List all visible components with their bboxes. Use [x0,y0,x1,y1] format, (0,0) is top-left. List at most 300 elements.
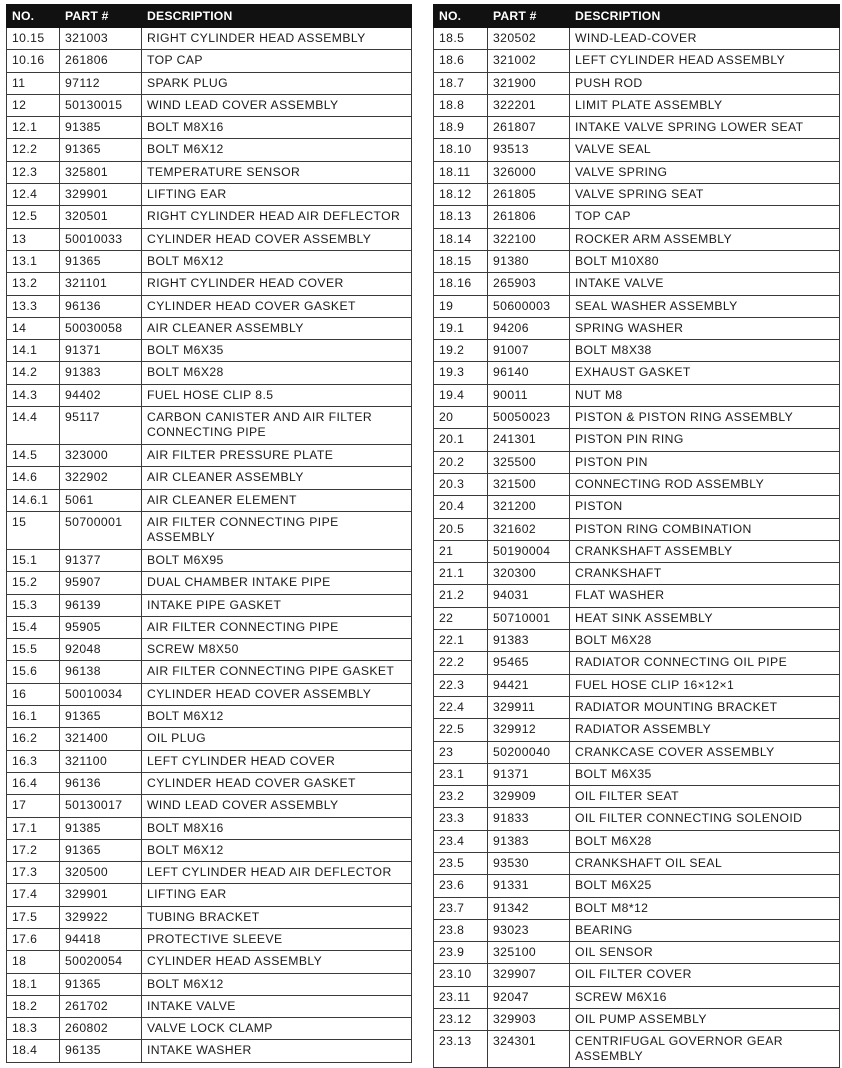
cell-description: BOLT M6X12 [142,839,412,861]
cell-description: VALVE SEAL [570,139,840,161]
table-row [434,786,840,808]
cell-no: 23.6 [434,875,488,897]
table-row [7,467,412,489]
cell-description: BOLT M10X80 [570,250,840,272]
header-part-number: PART # [488,5,570,28]
cell-no: 23.4 [434,830,488,852]
cell-part-number: 91385 [60,817,142,839]
table-row [7,973,412,995]
cell-no: 12.1 [7,117,60,139]
cell-description: BOLT M6X28 [570,630,840,652]
cell-no: 21.1 [434,563,488,585]
cell-no: 22.1 [434,630,488,652]
table-row [434,563,840,585]
cell-part-number: 241301 [488,429,570,451]
cell-no: 14.3 [7,384,60,406]
cell-description: CRANKSHAFT [570,563,840,585]
cell-no: 22.4 [434,696,488,718]
cell-description: VALVE LOCK CLAMP [142,1018,412,1040]
cell-no: 18.15 [434,250,488,272]
cell-no: 18.9 [434,117,488,139]
cell-no: 17.4 [7,884,60,906]
cell-no: 19.4 [434,384,488,406]
cell-no: 14.5 [7,445,60,467]
cell-description: PUSH ROD [570,72,840,94]
cell-description: CARBON CANISTER AND AIR FILTER CONNECTING PIPE [142,407,412,445]
cell-description: PISTON PIN RING [570,429,840,451]
table-row [434,496,840,518]
table-row [7,317,412,339]
cell-no: 18.10 [434,139,488,161]
cell-part-number: 94418 [60,928,142,950]
table-row [7,1040,412,1062]
cell-description: OIL PUMP ASSEMBLY [570,1009,840,1031]
cell-part-number: 91342 [488,897,570,919]
cell-part-number: 93530 [488,852,570,874]
cell-no: 12.5 [7,206,60,228]
cell-part-number: 96136 [60,295,142,317]
cell-no: 12.4 [7,184,60,206]
cell-no: 23.9 [434,942,488,964]
cell-no: 22.3 [434,674,488,696]
cell-part-number: 329912 [488,719,570,741]
table-row [434,696,840,718]
cell-description: AIR CLEANER ELEMENT [142,489,412,511]
table-row [434,228,840,250]
cell-part-number: 325801 [60,161,142,183]
cell-description: INTAKE PIPE GASKET [142,594,412,616]
cell-no: 16.4 [7,772,60,794]
table-row [7,862,412,884]
cell-part-number: 50010034 [60,683,142,705]
cell-no: 13 [7,228,60,250]
cell-description: SCREW M6X16 [570,986,840,1008]
cell-no: 18.1 [7,973,60,995]
cell-no: 18.2 [7,995,60,1017]
cell-no: 14.6 [7,467,60,489]
cell-part-number: 320300 [488,563,570,585]
cell-no: 18.11 [434,161,488,183]
cell-description: TOP CAP [142,50,412,72]
cell-no: 15.6 [7,661,60,683]
cell-no: 18.4 [7,1040,60,1062]
cell-part-number: 325100 [488,942,570,964]
cell-description: BOLT M8X38 [570,340,840,362]
cell-part-number: 321100 [60,750,142,772]
table-row [7,139,412,161]
cell-description: OIL PLUG [142,728,412,750]
cell-part-number: 329903 [488,1009,570,1031]
cell-part-number: 261807 [488,117,570,139]
cell-no: 18.6 [434,50,488,72]
table-row [7,161,412,183]
cell-part-number: 329911 [488,696,570,718]
cell-no: 20.1 [434,429,488,451]
cell-part-number: 322201 [488,94,570,116]
table-row [434,362,840,384]
cell-part-number: 260802 [60,1018,142,1040]
table-row [7,928,412,950]
cell-description: WIND LEAD COVER ASSEMBLY [142,795,412,817]
cell-part-number: 91385 [60,117,142,139]
table-row [434,540,840,562]
cell-description: AIR CLEANER ASSEMBLY [142,467,412,489]
cell-description: SPRING WASHER [570,317,840,339]
table-row [434,986,840,1008]
cell-no: 18.3 [7,1018,60,1040]
cell-part-number: 50050023 [488,407,570,429]
table-row [434,897,840,919]
cell-description: CRANKCASE COVER ASSEMBLY [570,741,840,763]
cell-no: 13.3 [7,295,60,317]
table-row [7,184,412,206]
table-row [7,661,412,683]
cell-part-number: 95117 [60,407,142,445]
table-row [434,206,840,228]
header-no: NO. [7,5,60,28]
cell-part-number: 261806 [60,50,142,72]
cell-part-number: 50020054 [60,951,142,973]
cell-description: FUEL HOSE CLIP 16×12×1 [570,674,840,696]
cell-description: BOLT M6X12 [142,139,412,161]
cell-part-number: 91377 [60,549,142,571]
cell-part-number: 94402 [60,384,142,406]
cell-description: AIR CLEANER ASSEMBLY [142,317,412,339]
table-row [7,384,412,406]
cell-part-number: 94031 [488,585,570,607]
cell-no: 19.3 [434,362,488,384]
cell-description: AIR FILTER CONNECTING PIPE ASSEMBLY [142,511,412,549]
table-row [7,362,412,384]
table-row [7,273,412,295]
cell-description: BEARING [570,919,840,941]
table-row [434,50,840,72]
cell-description: VALVE SPRING SEAT [570,184,840,206]
cell-part-number: 50010033 [60,228,142,250]
cell-part-number: 91380 [488,250,570,272]
cell-part-number: 94421 [488,674,570,696]
cell-description: BOLT M6X95 [142,549,412,571]
cell-no: 20 [434,407,488,429]
table-row [7,72,412,94]
cell-description: FUEL HOSE CLIP 8.5 [142,384,412,406]
table-row [7,228,412,250]
cell-part-number: 324301 [488,1031,570,1068]
cell-part-number: 329909 [488,786,570,808]
cell-no: 21 [434,540,488,562]
table-row [434,875,840,897]
header-description: DESCRIPTION [142,5,412,28]
cell-no: 15 [7,511,60,549]
cell-no: 18.7 [434,72,488,94]
cell-description: RIGHT CYLINDER HEAD COVER [142,273,412,295]
table-row [7,951,412,973]
cell-part-number: 321500 [488,473,570,495]
table-row [7,489,412,511]
table-row [7,50,412,72]
cell-description: PISTON & PISTON RING ASSEMBLY [570,407,840,429]
cell-description: CYLINDER HEAD COVER ASSEMBLY [142,683,412,705]
cell-no: 13.2 [7,273,60,295]
cell-part-number: 50710001 [488,607,570,629]
cell-part-number: 320502 [488,28,570,50]
table-row [434,94,840,116]
table-row [7,772,412,794]
cell-part-number: 91365 [60,706,142,728]
cell-part-number: 322902 [60,467,142,489]
cell-description: CYLINDER HEAD COVER ASSEMBLY [142,228,412,250]
table-row [7,445,412,467]
cell-description: HEAT SINK ASSEMBLY [570,607,840,629]
table-row [7,616,412,638]
cell-no: 19.1 [434,317,488,339]
cell-no: 23 [434,741,488,763]
cell-no: 23.12 [434,1009,488,1031]
cell-description: SPARK PLUG [142,72,412,94]
cell-part-number: 91833 [488,808,570,830]
cell-no: 16.1 [7,706,60,728]
cell-description: AIR FILTER CONNECTING PIPE GASKET [142,661,412,683]
cell-description: ROCKER ARM ASSEMBLY [570,228,840,250]
cell-description: VALVE SPRING [570,161,840,183]
cell-part-number: 95905 [60,616,142,638]
cell-no: 23.13 [434,1031,488,1068]
table-row [434,451,840,473]
cell-part-number: 321602 [488,518,570,540]
cell-description: BOLT M6X35 [142,340,412,362]
table-row [7,750,412,772]
cell-part-number: 96135 [60,1040,142,1062]
cell-no: 20.3 [434,473,488,495]
table-row [7,94,412,116]
cell-description: RIGHT CYLINDER HEAD AIR DEFLECTOR [142,206,412,228]
cell-no: 23.5 [434,852,488,874]
cell-part-number: 329901 [60,884,142,906]
cell-description: CYLINDER HEAD ASSEMBLY [142,951,412,973]
header-description: DESCRIPTION [570,5,840,28]
cell-part-number: 321002 [488,50,570,72]
cell-description: LIMIT PLATE ASSEMBLY [570,94,840,116]
table-row [434,652,840,674]
cell-description: TOP CAP [570,206,840,228]
cell-no: 12.3 [7,161,60,183]
cell-description: WIND-LEAD-COVER [570,28,840,50]
table-row [7,572,412,594]
table-row [434,964,840,986]
cell-no: 15.1 [7,549,60,571]
table-row [7,594,412,616]
table-row [434,250,840,272]
cell-description: BOLT M6X28 [570,830,840,852]
cell-no: 23.8 [434,919,488,941]
cell-description: PISTON [570,496,840,518]
table-row [7,706,412,728]
cell-part-number: 96138 [60,661,142,683]
cell-description: INTAKE VALVE [570,273,840,295]
table-row [434,1009,840,1031]
table-row [7,206,412,228]
cell-description: BOLT M6X25 [570,875,840,897]
cell-no: 20.5 [434,518,488,540]
table-row [434,852,840,874]
table-row [434,630,840,652]
cell-part-number: 325500 [488,451,570,473]
cell-description: CRANKSHAFT OIL SEAL [570,852,840,874]
cell-description: OIL SENSOR [570,942,840,964]
cell-part-number: 261805 [488,184,570,206]
table-row [434,808,840,830]
cell-no: 23.3 [434,808,488,830]
cell-no: 18 [7,951,60,973]
table-row [434,139,840,161]
table-header-row [7,5,412,28]
table-row [434,72,840,94]
cell-part-number: 91331 [488,875,570,897]
table-row [434,741,840,763]
cell-no: 20.4 [434,496,488,518]
cell-part-number: 96136 [60,772,142,794]
cell-no: 23.1 [434,763,488,785]
cell-description: LEFT CYLINDER HEAD COVER [142,750,412,772]
cell-description: CYLINDER HEAD COVER GASKET [142,772,412,794]
header-part-number: PART # [60,5,142,28]
cell-part-number: 50700001 [60,511,142,549]
cell-description: CONNECTING ROD ASSEMBLY [570,473,840,495]
cell-part-number: 92048 [60,639,142,661]
table-row [434,719,840,741]
cell-description: RIGHT CYLINDER HEAD ASSEMBLY [142,28,412,50]
cell-part-number: 91365 [60,839,142,861]
header-no: NO. [434,5,488,28]
cell-no: 12 [7,94,60,116]
cell-part-number: 94206 [488,317,570,339]
cell-no: 17 [7,795,60,817]
cell-part-number: 91383 [488,830,570,852]
cell-no: 11 [7,72,60,94]
cell-part-number: 321101 [60,273,142,295]
cell-part-number: 91383 [60,362,142,384]
cell-no: 17.5 [7,906,60,928]
cell-part-number: 93513 [488,139,570,161]
cell-part-number: 95465 [488,652,570,674]
cell-description: OIL FILTER CONNECTING SOLENOID [570,808,840,830]
cell-no: 23.7 [434,897,488,919]
cell-description: PISTON PIN [570,451,840,473]
table-row [7,639,412,661]
table-row [7,549,412,571]
cell-no: 18.8 [434,94,488,116]
cell-description: CENTRIFUGAL GOVERNOR GEAR ASSEMBLY [570,1031,840,1068]
table-row [7,817,412,839]
table-row [434,273,840,295]
table-row [7,28,412,50]
cell-no: 19.2 [434,340,488,362]
cell-description: CYLINDER HEAD COVER GASKET [142,295,412,317]
cell-part-number: 91007 [488,340,570,362]
table-row [434,384,840,406]
table-row [434,585,840,607]
cell-description: BOLT M6X12 [142,706,412,728]
cell-description: SCREW M8X50 [142,639,412,661]
table-row [434,518,840,540]
table-row [434,1031,840,1068]
cell-no: 19 [434,295,488,317]
cell-no: 10.16 [7,50,60,72]
cell-no: 16.2 [7,728,60,750]
cell-part-number: 91365 [60,250,142,272]
cell-part-number: 265903 [488,273,570,295]
cell-no: 17.2 [7,839,60,861]
cell-description: BOLT M6X28 [142,362,412,384]
cell-description: LEFT CYLINDER HEAD ASSEMBLY [570,50,840,72]
cell-no: 14 [7,317,60,339]
cell-description: FLAT WASHER [570,585,840,607]
cell-no: 12.2 [7,139,60,161]
cell-no: 18.16 [434,273,488,295]
cell-part-number: 97112 [60,72,142,94]
table-row [434,117,840,139]
cell-no: 10.15 [7,28,60,50]
table-row [434,340,840,362]
table-row [434,161,840,183]
cell-no: 17.6 [7,928,60,950]
cell-no: 15.3 [7,594,60,616]
table-row [434,473,840,495]
cell-description: TEMPERATURE SENSOR [142,161,412,183]
cell-part-number: 91365 [60,973,142,995]
cell-part-number: 261702 [60,995,142,1017]
cell-description: WIND LEAD COVER ASSEMBLY [142,94,412,116]
cell-description: OIL FILTER SEAT [570,786,840,808]
cell-part-number: 326000 [488,161,570,183]
cell-part-number: 90011 [488,384,570,406]
cell-part-number: 93023 [488,919,570,941]
cell-no: 18.13 [434,206,488,228]
cell-part-number: 321900 [488,72,570,94]
cell-no: 15.2 [7,572,60,594]
cell-no: 16 [7,683,60,705]
cell-no: 23.11 [434,986,488,1008]
table-row [7,884,412,906]
parts-table-left [6,4,412,1063]
cell-part-number: 322100 [488,228,570,250]
table-row [434,295,840,317]
table-row [7,295,412,317]
table-row [434,407,840,429]
table-row [434,317,840,339]
cell-part-number: 329922 [60,906,142,928]
cell-description: EXHAUST GASKET [570,362,840,384]
table-header-row [434,5,840,28]
table-row [7,839,412,861]
cell-description: AIR FILTER CONNECTING PIPE [142,616,412,638]
cell-no: 22 [434,607,488,629]
table-row [434,184,840,206]
cell-no: 22.2 [434,652,488,674]
cell-no: 18.14 [434,228,488,250]
table-row [7,995,412,1017]
cell-part-number: 96139 [60,594,142,616]
cell-part-number: 261806 [488,206,570,228]
cell-description: BOLT M6X12 [142,250,412,272]
cell-description: PISTON RING COMBINATION [570,518,840,540]
cell-no: 21.2 [434,585,488,607]
cell-part-number: 320500 [60,862,142,884]
cell-no: 17.1 [7,817,60,839]
table-row [7,795,412,817]
cell-description: DUAL CHAMBER INTAKE PIPE [142,572,412,594]
cell-description: AIR FILTER PRESSURE PLATE [142,445,412,467]
